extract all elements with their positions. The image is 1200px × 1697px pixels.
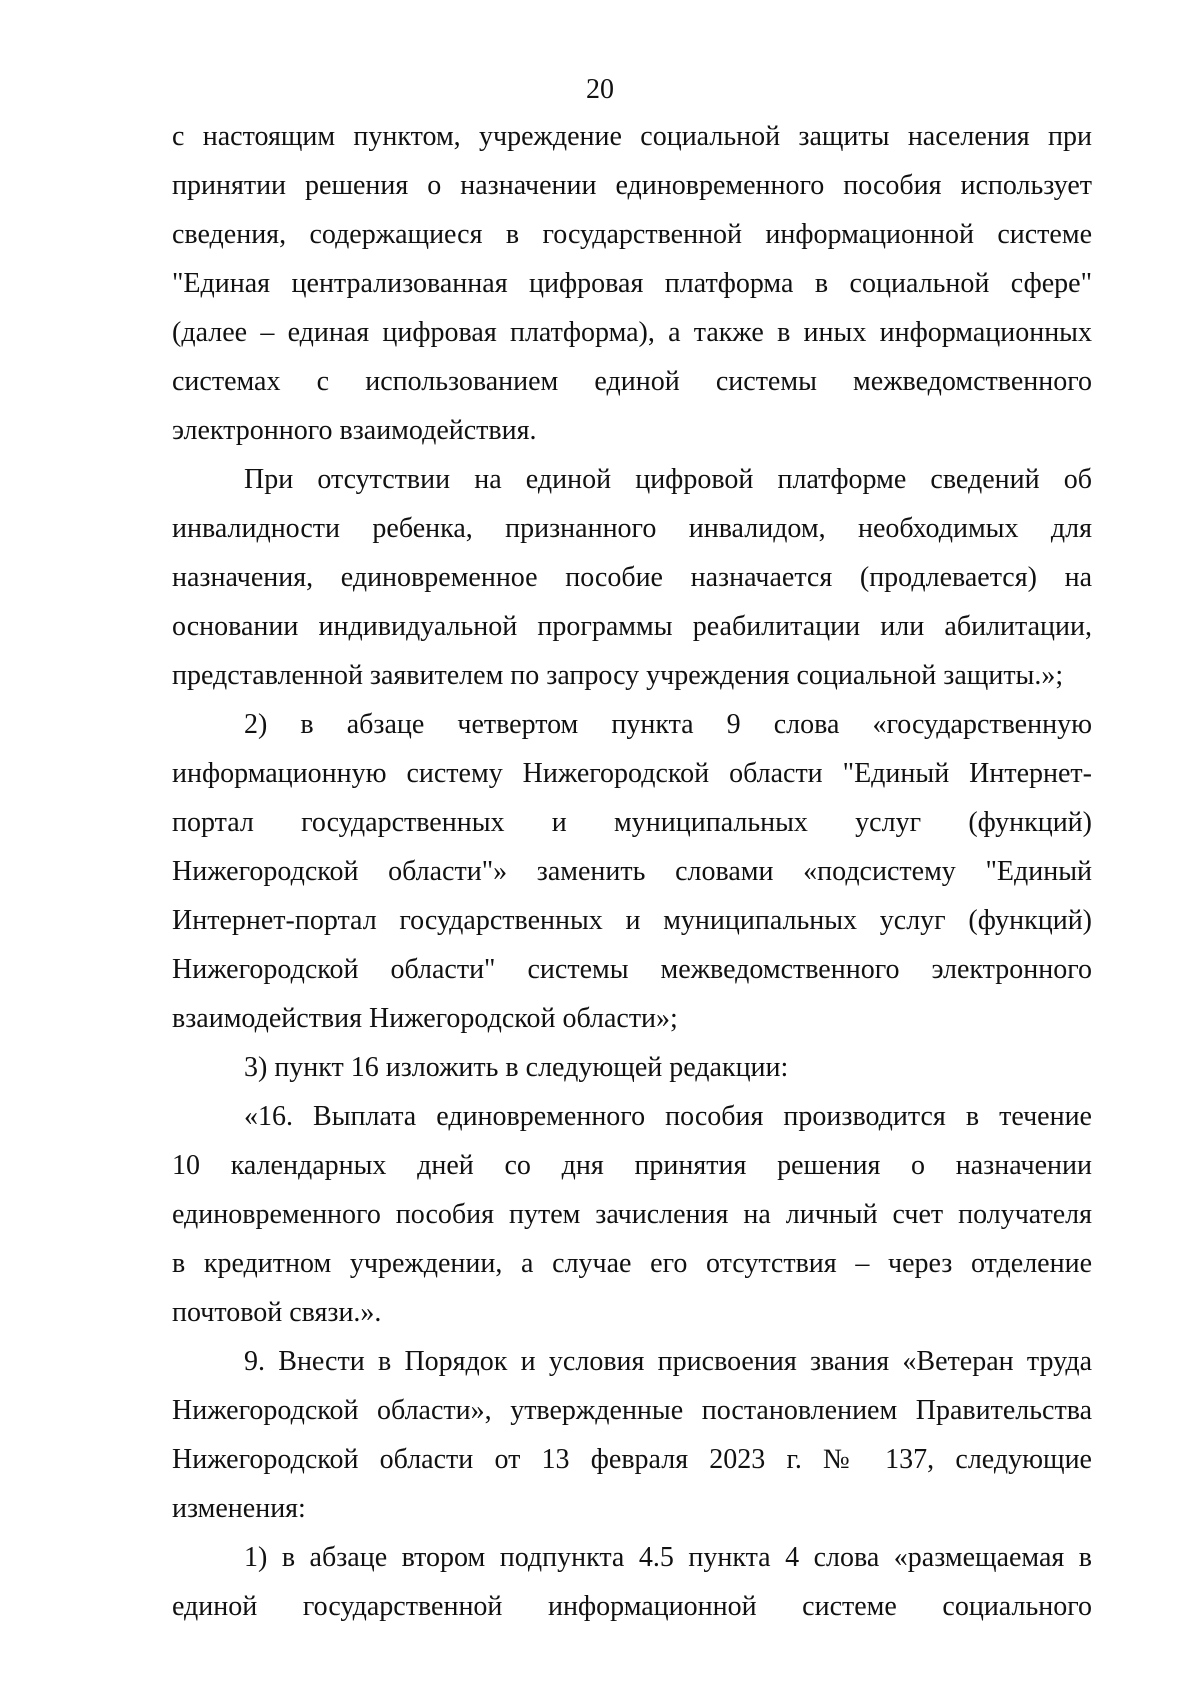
text-line: портал государственных и муниципальных услуг (функций) (172, 807, 1092, 838)
text-line: системах с использованием единой системы межведомственного (172, 366, 1092, 397)
document-body (172, 112, 1092, 1631)
text-line: "Единая централизованная цифровая платформа в социальной сфере" (172, 268, 1092, 299)
text-line: единой государственной информационной системе социального (172, 1591, 1092, 1622)
text-line: в кредитном учреждении, а случае его отсутствия – через отделение (172, 1248, 1092, 1279)
paragraph (172, 1043, 1092, 1092)
text-line: Нижегородской области" системы межведомственного электронного (172, 954, 1092, 985)
paragraph (172, 112, 1092, 455)
text-line: Нижегородской области от 13 февраля 2023 г. № 137, следующие (172, 1444, 1092, 1475)
text-line: 9. Внести в Порядок и условия присвоения звания «Ветеран труда (244, 1346, 1092, 1377)
text-line: 1) в абзаце втором подпункта 4.5 пункта 4 слова «размещаемая в (244, 1542, 1092, 1573)
text-line: принятии решения о назначении единовременного пособия использует (172, 170, 1092, 201)
text-line: единовременного пособия путем зачисления на личный счет получателя (172, 1199, 1092, 1230)
text-line: При отсутствии на единой цифровой платформе сведений об (244, 464, 1092, 495)
page-number: 20 (586, 74, 614, 105)
text-line: Нижегородской области"» заменить словами «подсистему "Единый (172, 856, 1092, 887)
text-line: (далее – единая цифровая платформа), а также в иных информационных (172, 317, 1092, 348)
text-line: информационную систему Нижегородской области "Единый Интернет- (172, 758, 1092, 789)
text-line: Нижегородской области», утвержденные постановлением Правительства (172, 1395, 1092, 1426)
text-line: Интернет-портал государственных и муниципальных услуг (функций) (172, 905, 1092, 936)
text-line: основании индивидуальной программы реабилитации или абилитации, (172, 611, 1092, 642)
text-line: 3) пункт 16 изложить в следующей редакции: (244, 1052, 789, 1083)
text-line: с настоящим пунктом, учреждение социальной защиты населения при (172, 121, 1092, 152)
paragraph (172, 1092, 1092, 1337)
text-line: сведения, содержащиеся в государственной информационной системе (172, 219, 1092, 250)
text-line: инвалидности ребенка, признанного инвалидом, необходимых для (172, 513, 1092, 544)
text-line: 10 календарных дней со дня принятия решения о назначении (172, 1150, 1092, 1181)
text-line: электронного взаимодействия. (172, 415, 537, 446)
text-line: 2) в абзаце четвертом пункта 9 слова «государственную (244, 709, 1092, 740)
paragraph (172, 700, 1092, 1043)
text-line: представленной заявителем по запросу учреждения социальной защиты.»; (172, 660, 1064, 691)
paragraph (172, 1337, 1092, 1533)
paragraph (172, 455, 1092, 700)
text-line: назначения, единовременное пособие назначается (продлевается) на (172, 562, 1092, 593)
text-line: «16. Выплата единовременного пособия производится в течение (244, 1101, 1092, 1132)
text-line: изменения: (172, 1493, 306, 1524)
text-line: почтовой связи.». (172, 1297, 382, 1328)
paragraph (172, 1533, 1092, 1631)
text-line: взаимодействия Нижегородской области»; (172, 1003, 678, 1034)
